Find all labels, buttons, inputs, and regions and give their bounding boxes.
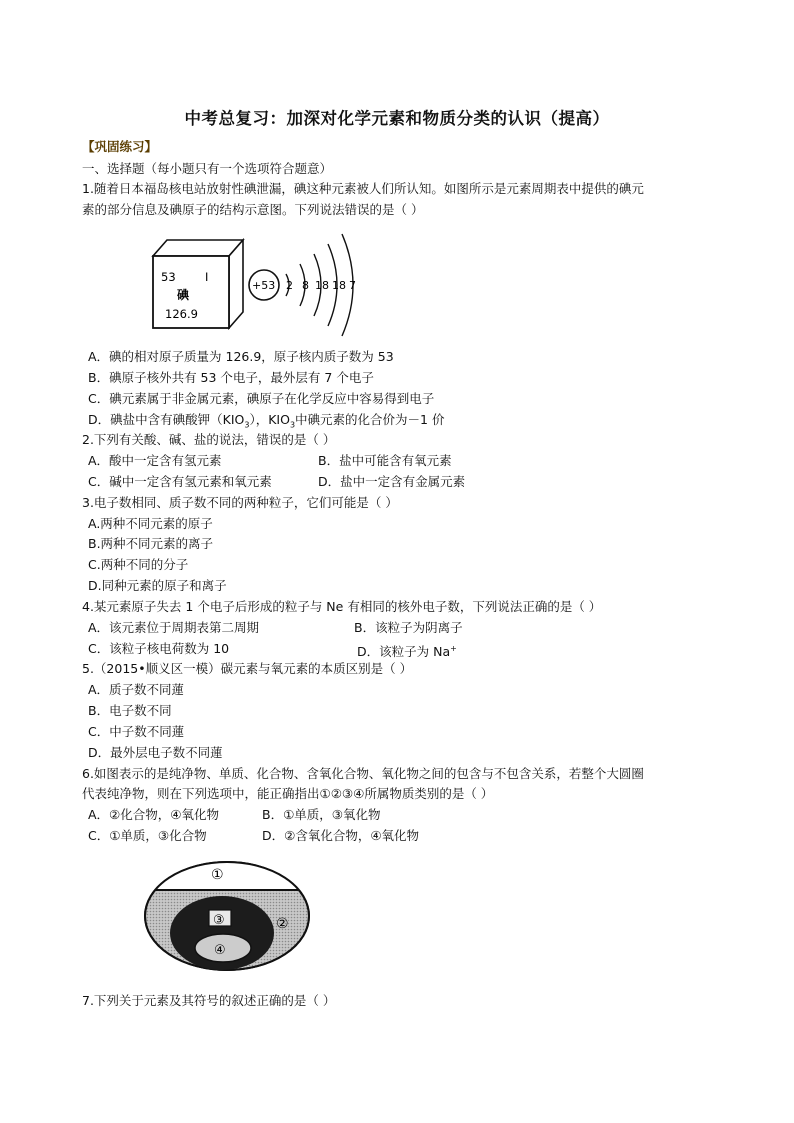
q5-stem: 5.（2015•顺义区一模）碳元素与氧元素的本质区别是（ ） xyxy=(82,661,413,676)
q5-option-b: B．电子数不同 xyxy=(88,703,172,718)
q1-stem-line2: 素的部分信息及碘原子的结构示意图。下列说法错误的是（ ） xyxy=(82,202,424,217)
iodine-atomic-number: 53 xyxy=(161,270,176,284)
q5-option-d: D．最外层电子数不同蓮 xyxy=(88,745,223,760)
shell-5-count: 7 xyxy=(349,279,356,292)
q6-option-c: C．①单质，③化合物 xyxy=(88,828,207,843)
q3-option-c: C.两种不同的分子 xyxy=(88,557,189,572)
part1-heading: 一、选择题（每小题只有一个选项符合题意） xyxy=(82,161,333,176)
q6-option-a: A．②化合物，④氧化物 xyxy=(88,807,219,822)
q1-option-a: A．碘的相对原子质量为 126.9，原子核内质子数为 53 xyxy=(88,349,394,364)
shell-2-count: 8 xyxy=(302,279,309,292)
nucleus-charge: +53 xyxy=(252,279,276,292)
q2-stem: 2.下列有关酸、碱、盐的说法，错误的是（ ） xyxy=(82,432,336,447)
q2-option-a: A．酸中一定含有氢元素 xyxy=(88,453,222,468)
section-tag: 【巩固练习】 xyxy=(82,139,158,154)
q3-option-d: D.同种元素的原子和离子 xyxy=(88,578,227,593)
q5-option-c: C．中子数不同蓮 xyxy=(88,724,185,739)
shell-4-count: 18 xyxy=(332,279,346,292)
q1-option-d: D．碘盐中含有碘酸钾$(KIO_3)$，$KIO_3$中碘元素的化合价为－1 价 xyxy=(88,412,445,430)
q3-stem: 3.电子数相同、质子数不同的两种粒子，它们可能是（ ） xyxy=(82,495,398,510)
q3-option-a: A.两种不同元素的原子 xyxy=(88,516,213,531)
q4-option-c: C．该粒子核电荷数为 10 xyxy=(88,641,230,656)
iodine-mass: 126.9 xyxy=(165,307,198,321)
q4-option-a: A．该元素位于周期表第二周期 xyxy=(88,620,260,635)
shell-1-count: 2 xyxy=(286,279,293,292)
q6-stem-line1: 6.如图表示的是纯净物、单质、化合物、含氧化合物、氧化物之间的包含与不包含关系，若整个大圆圈 xyxy=(82,766,644,781)
iodine-atom-structure xyxy=(246,228,370,340)
page-title: 中考总复习：加深对化学元素和物质分类的认识（提高） xyxy=(184,109,610,128)
iodine-element-cell xyxy=(145,234,245,330)
label-4: ④ xyxy=(214,943,226,958)
q6-option-d: D．②含氧化合物，④氧化物 xyxy=(262,828,420,843)
q2-option-d: D．盐中一定含有金属元素 xyxy=(318,474,466,489)
shell-3-count: 18 xyxy=(315,279,329,292)
label-1: ① xyxy=(211,867,224,883)
classification-diagram xyxy=(140,856,315,974)
q3-option-b: B.两种不同元素的离子 xyxy=(88,536,214,551)
q4-option-d: D．该粒子为 Na+ xyxy=(357,644,457,660)
iodine-name: 碘 xyxy=(177,288,190,302)
iodine-symbol: I xyxy=(205,270,209,284)
q4-stem: 4.某元素原子失去 1 个电子后形成的粒子与 Ne 有相同的核外电子数，下列说法正确的是（ ） xyxy=(82,599,602,614)
label-3: ③ xyxy=(213,913,225,928)
q6-option-b: B．①单质，③氧化物 xyxy=(262,807,381,822)
q1-stem-line1: 1.随着日本福岛核电站放射性碘泄漏，碘这种元素被人们所认知。如图所示是元素周期表中提供的碘元 xyxy=(82,181,644,196)
q6-stem-line2: 代表纯净物，则在下列选项中，能正确指出①②③④所属物质类别的是（ ） xyxy=(82,786,494,801)
q4-option-b: B．该粒子为阴离子 xyxy=(354,620,463,635)
q2-option-c: C．碱中一定含有氢元素和氧元素 xyxy=(88,474,272,489)
q5-option-a: A．质子数不同蓮 xyxy=(88,682,185,697)
q2-option-b: B．盐中可能含有氧元素 xyxy=(318,453,452,468)
q7-stem: 7.下列关于元素及其符号的叙述正确的是（ ） xyxy=(82,993,336,1008)
q1-option-c: C．碘元素属于非金属元素，碘原子在化学反应中容易得到电子 xyxy=(88,391,435,406)
label-2: ② xyxy=(276,916,289,932)
q1-option-b: B．碘原子核外共有 53 个电子，最外层有 7 个电子 xyxy=(88,370,374,385)
